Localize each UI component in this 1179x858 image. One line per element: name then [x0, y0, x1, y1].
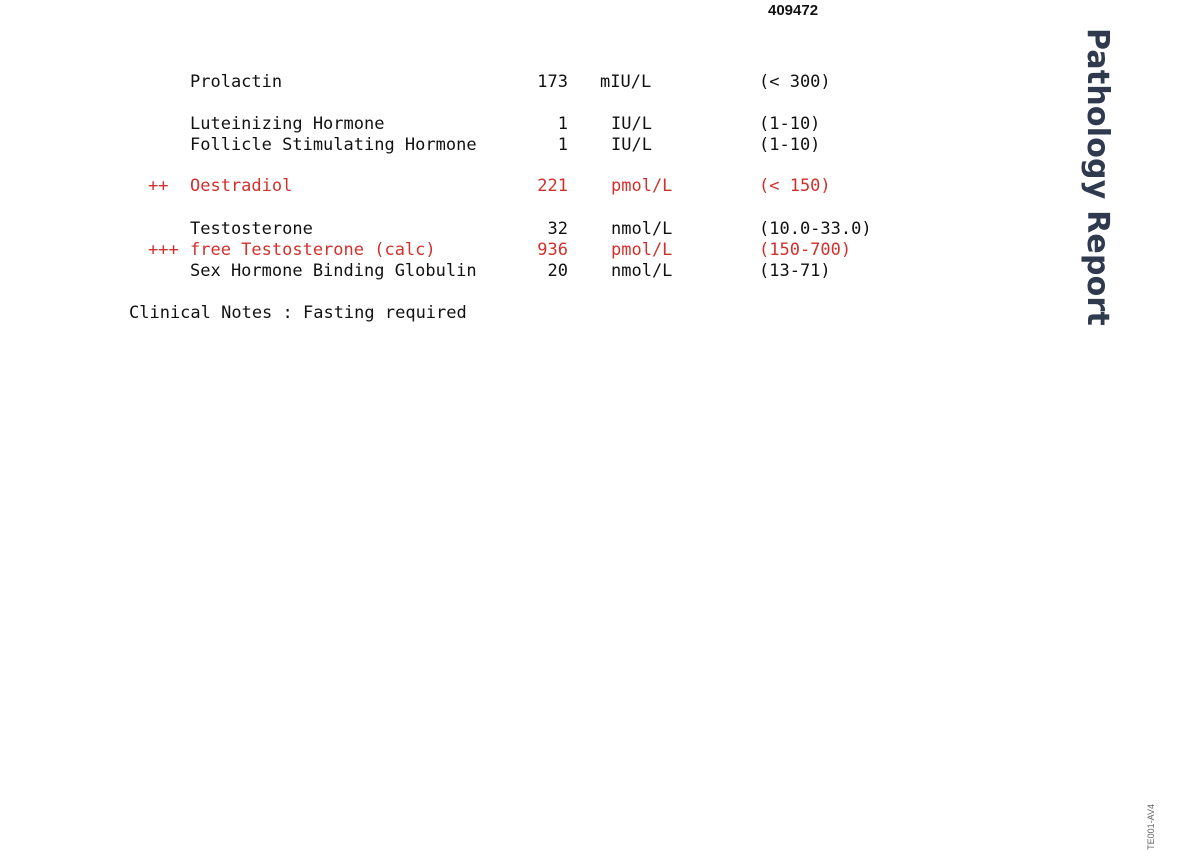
result-value: 173	[537, 72, 568, 92]
result-flag: ++	[148, 176, 169, 196]
result-name: Testosterone	[190, 219, 313, 239]
report-number: 409472	[768, 2, 819, 19]
result-range: (13-71)	[759, 261, 831, 281]
report-title: Pathology Report	[1080, 28, 1115, 326]
result-row-oestradiol	[0, 176, 1000, 197]
result-name: Oestradiol	[190, 176, 293, 196]
result-row-free-testosterone	[0, 240, 1000, 261]
result-range: (10.0-33.0)	[759, 219, 872, 239]
result-value: 20	[547, 261, 568, 281]
result-range: (1-10)	[759, 114, 821, 134]
result-unit: pmol/L	[611, 176, 673, 196]
result-range: (< 300)	[759, 72, 831, 92]
result-name: Prolactin	[190, 72, 283, 92]
result-flag: +++	[148, 240, 179, 260]
result-name: Luteinizing Hormone	[190, 114, 385, 134]
clinical-notes: Clinical Notes : Fasting required	[129, 303, 467, 323]
result-row-prolactin	[0, 72, 1000, 93]
result-value: 1	[557, 135, 568, 155]
result-row-follicle-stimulating-hormone	[0, 135, 1000, 156]
result-value: 936	[537, 240, 568, 260]
result-range: (< 150)	[759, 176, 831, 196]
result-unit: pmol/L	[611, 240, 673, 260]
result-unit: nmol/L	[611, 261, 673, 281]
result-value: 32	[547, 219, 568, 239]
result-row-sex-hormone-binding-globulin	[0, 261, 1000, 282]
result-row-luteinizing-hormone	[0, 114, 1000, 135]
result-row-testosterone	[0, 219, 1000, 240]
result-name: Follicle Stimulating Hormone	[190, 135, 477, 155]
result-unit: IU/L	[611, 114, 652, 134]
result-name: Sex Hormone Binding Globulin	[190, 261, 477, 281]
result-range: (150-700)	[759, 240, 852, 260]
result-unit: IU/L	[611, 135, 652, 155]
result-unit: nmol/L	[611, 219, 673, 239]
result-value: 1	[557, 114, 568, 134]
result-name: free Testosterone (calc)	[190, 240, 436, 260]
results-table	[0, 0, 1000, 400]
result-range: (1-10)	[759, 135, 821, 155]
result-unit: mIU/L	[600, 72, 652, 92]
form-code: TE001-AV4	[1146, 804, 1156, 850]
result-value: 221	[537, 176, 568, 196]
